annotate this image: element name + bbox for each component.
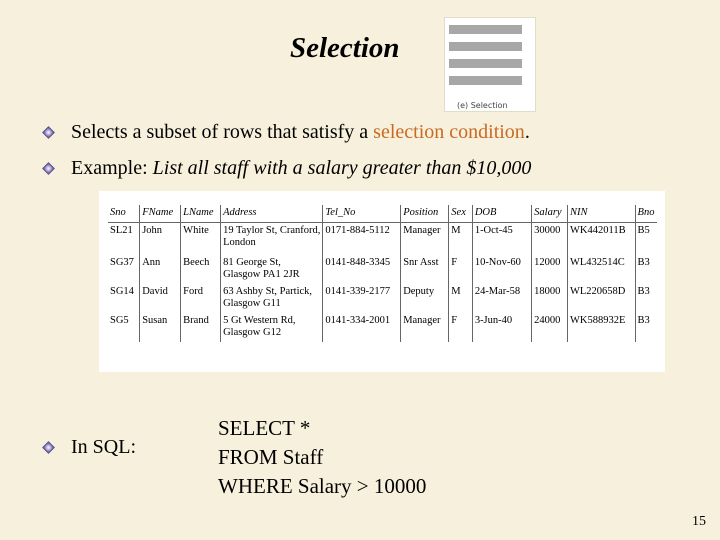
table-cell: M [449, 284, 473, 313]
table-cell: SG5 [110, 315, 129, 326]
column-header: Bno [635, 205, 657, 223]
table-cell: 24-Mar-58 [472, 284, 531, 313]
sql-line: FROM Staff [218, 445, 324, 469]
column-header: Salary [532, 205, 568, 223]
table-cell: Ford [181, 284, 221, 313]
diagram-caption: (e) Selection [457, 101, 508, 110]
column-header: Position [401, 205, 449, 223]
table-cell: 81 George St, Glasgow PA1 2JR [221, 252, 323, 284]
table-cell: John [140, 223, 181, 253]
table-cell: 30000 [532, 223, 568, 253]
column-header: DOB [472, 205, 531, 223]
table-cell: WL432514C [567, 252, 635, 284]
table-cell: 63 Ashby St, Partick, Glasgow G11 [221, 284, 323, 313]
staff-table [108, 205, 657, 342]
table-cell: 3-Jun-40 [472, 313, 531, 342]
bullet-text: Example: List all staff with a salary greater than $10,000 [71, 157, 532, 179]
table-cell: David [140, 284, 181, 313]
table-cell: 1-Oct-45 [472, 223, 531, 253]
table-cell: 0141-334-2001 [323, 313, 401, 342]
table-cell: B3 [635, 284, 657, 313]
selected-row-bar [449, 25, 522, 34]
table-cell: White [181, 223, 221, 253]
selection-diagram [444, 17, 536, 112]
column-header: LName [181, 205, 221, 223]
table-cell: Manager [401, 223, 449, 253]
table-cell: 0141-848-3345 [323, 252, 401, 284]
table-row [108, 313, 657, 342]
table-cell: WL220658D [567, 284, 635, 313]
table-cell: Snr Asst [401, 252, 449, 284]
table-cell: 19 Taylor St, Cranford, London [221, 223, 323, 253]
table-cell: WK442011B [567, 223, 635, 253]
table-header-row [108, 205, 657, 223]
column-header: Tel_No [323, 205, 401, 223]
column-header: NIN [567, 205, 635, 223]
table-cell: B5 [635, 223, 657, 253]
column-header: FName [140, 205, 181, 223]
table-cell: SG14 [110, 286, 134, 297]
table-cell: B3 [635, 252, 657, 284]
bullet-diamond-icon [42, 162, 55, 175]
column-header: Sex [449, 205, 473, 223]
column-header: Address [221, 205, 323, 223]
table-cell: 0141-339-2177 [323, 284, 401, 313]
sql-line: WHERE Salary > 10000 [218, 474, 427, 498]
selected-row-bar [449, 76, 522, 85]
table-cell: 12000 [532, 252, 568, 284]
column-header: Sno [108, 205, 140, 223]
highlighted-term: selection condition [373, 121, 525, 143]
table-row [108, 252, 657, 284]
table-cell: B3 [635, 313, 657, 342]
table-cell: F [449, 252, 473, 284]
sql-query [218, 414, 426, 501]
table-cell: Manager [401, 313, 449, 342]
table-cell: M [449, 223, 473, 253]
table-cell: 0171-884-5112 [323, 223, 401, 253]
table-cell: Ann [140, 252, 181, 284]
table-cell: Deputy [401, 284, 449, 313]
table-cell: Susan [140, 313, 181, 342]
table-cell: SG37 [110, 257, 134, 268]
table-cell: WK588932E [567, 313, 635, 342]
staff-table-figure [99, 191, 665, 372]
bullet-diamond-icon [42, 126, 55, 139]
table-cell: F [449, 313, 473, 342]
table-row [108, 223, 657, 253]
table-cell: 10-Nov-60 [472, 252, 531, 284]
table-cell: 18000 [532, 284, 568, 313]
example-query-text: List all staff with a salary greater than $10,000 [152, 157, 532, 179]
selected-row-bar [449, 42, 522, 51]
bullet-text: Selects a subset of rows that satisfy a selection condition. [71, 121, 530, 143]
slide-title: Selection [290, 32, 400, 64]
table-cell: 5 Gt Western Rd, Glasgow G12 [221, 313, 323, 342]
sql-label: In SQL: [71, 436, 136, 458]
page-number: 15 [692, 514, 706, 529]
table-cell: 24000 [532, 313, 568, 342]
bullet-diamond-icon [42, 441, 55, 454]
table-cell: Beech [181, 252, 221, 284]
table-cell: Brand [181, 313, 221, 342]
table-row [108, 284, 657, 313]
selected-row-bar [449, 59, 522, 68]
sql-line: SELECT * [218, 416, 311, 440]
table-cell: SL21 [110, 225, 133, 236]
